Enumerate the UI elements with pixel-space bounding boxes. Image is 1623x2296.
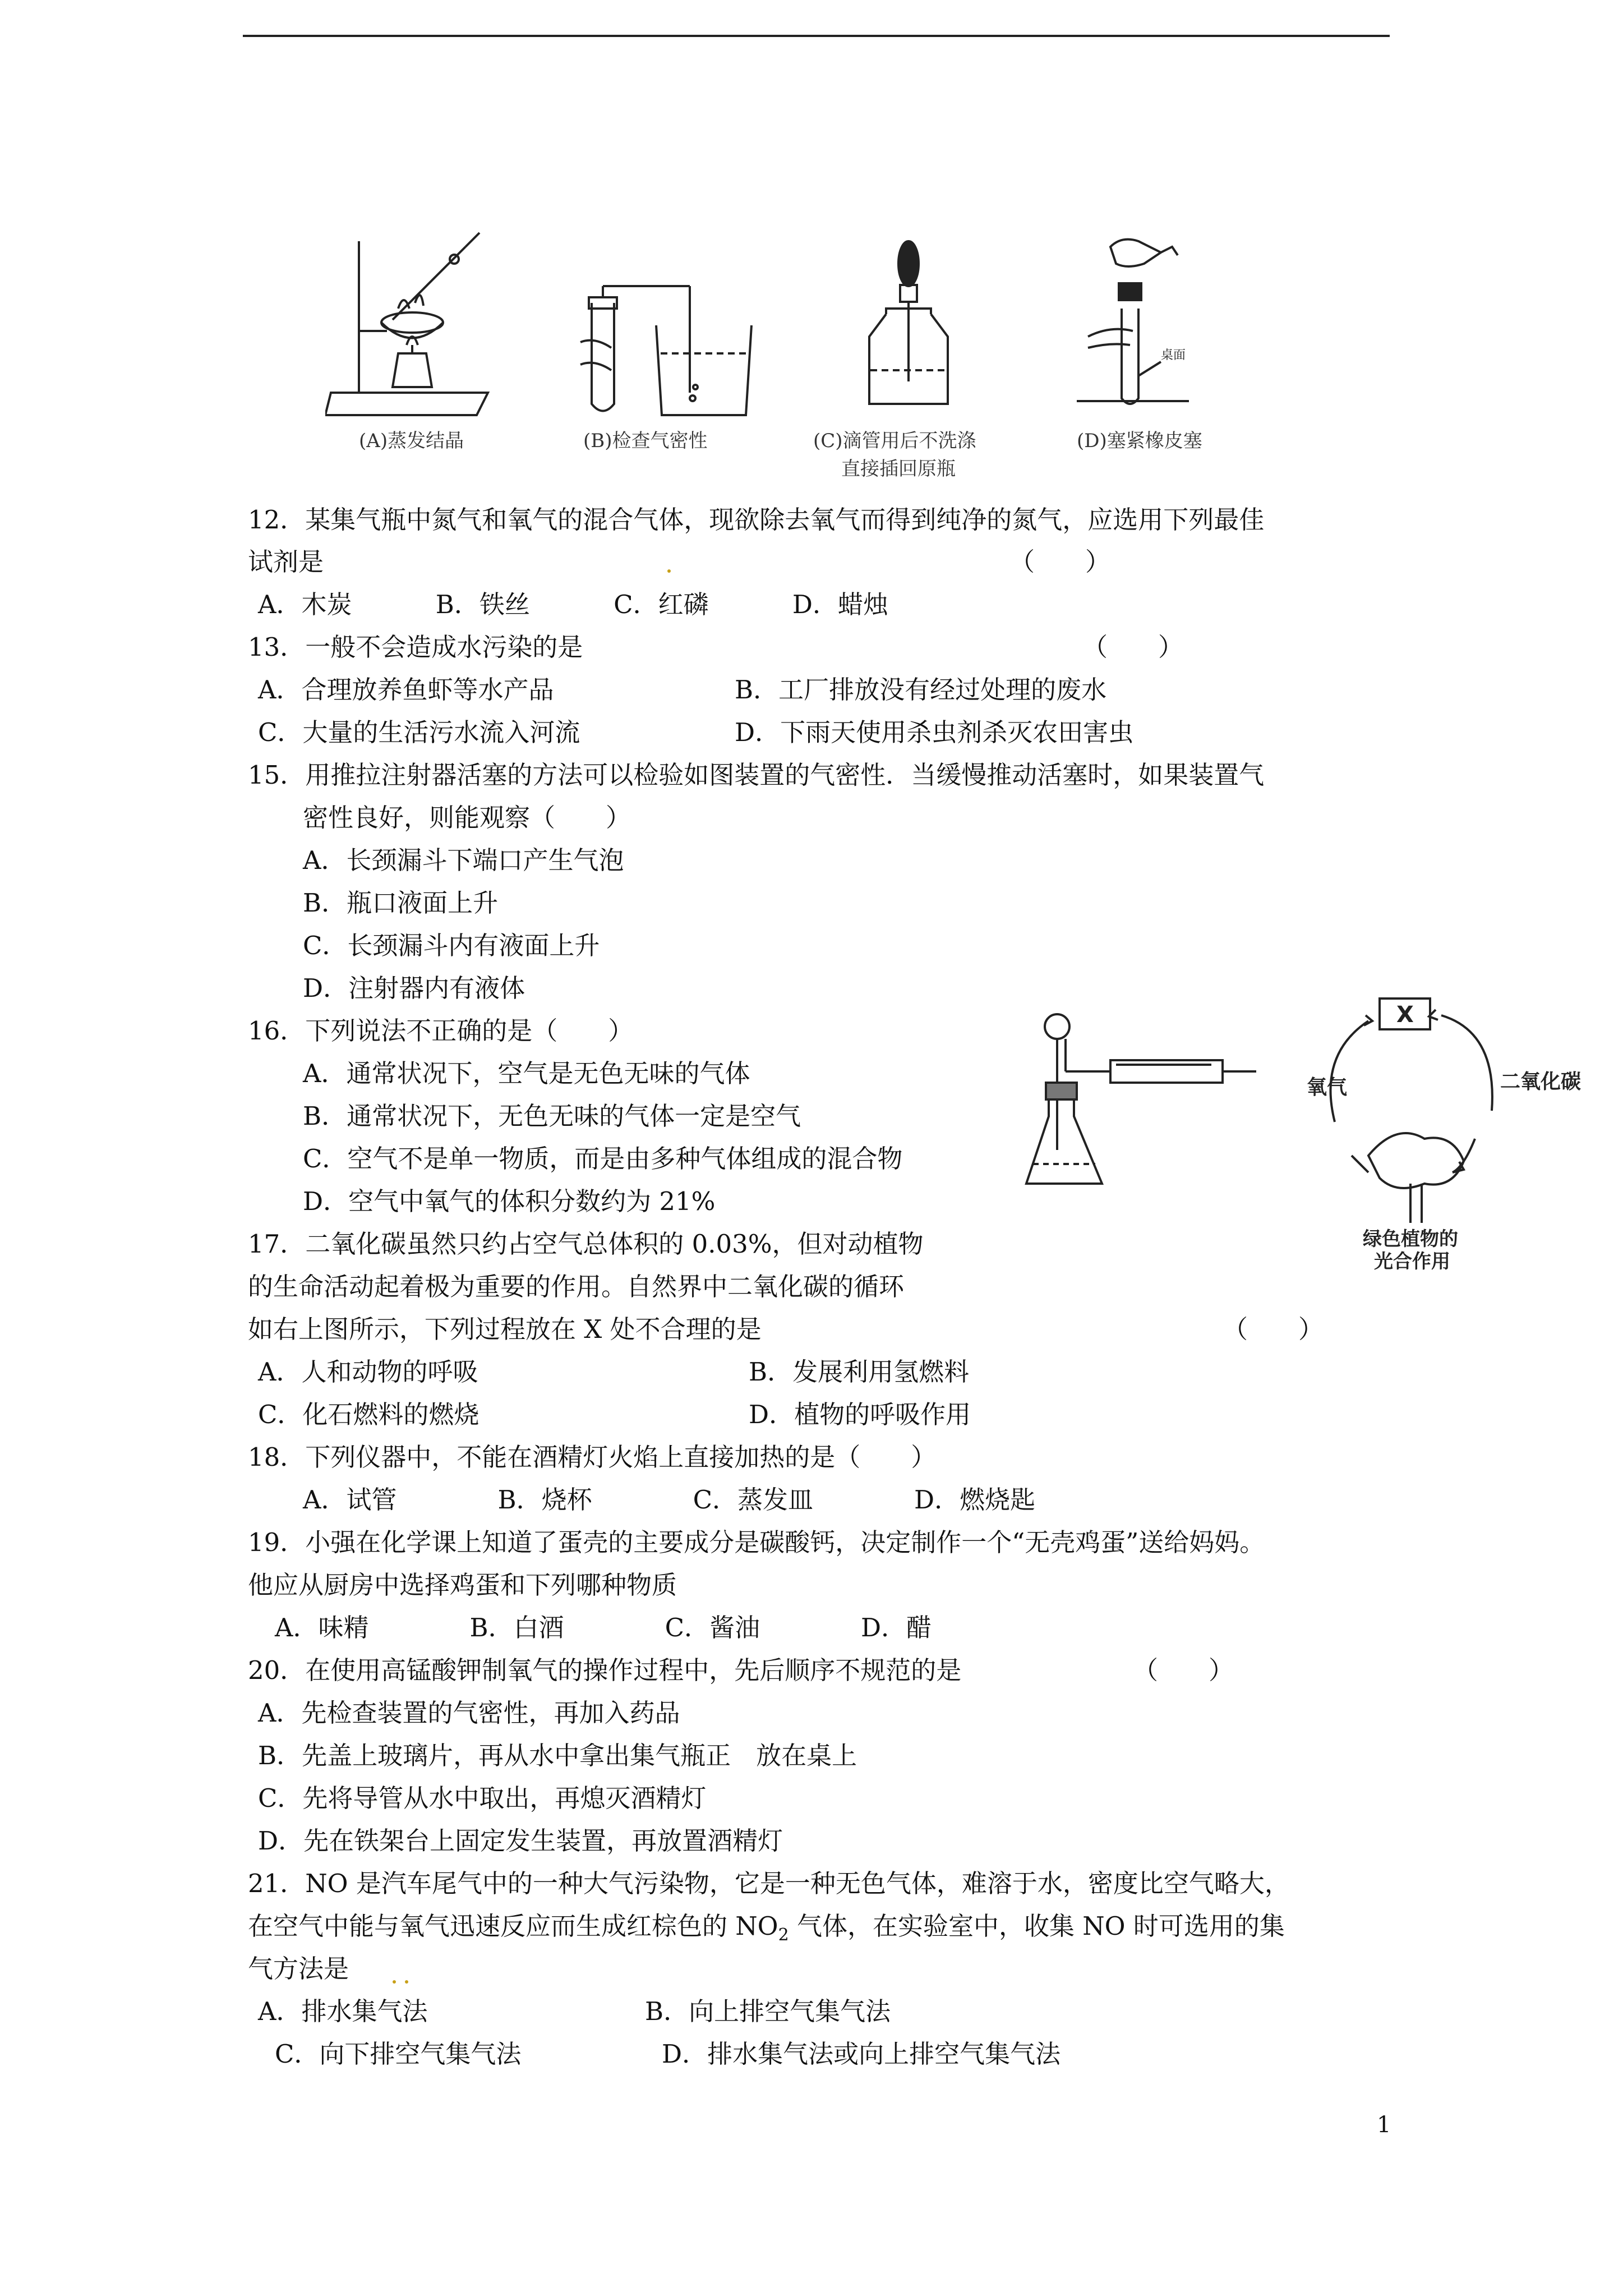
q17-option-a: A．人和动物的呼吸	[258, 1357, 478, 1387]
q17-option-d: D．植物的呼吸作用	[749, 1400, 971, 1429]
q20-option-c: C．先将导管从水中取出，再熄灭酒精灯	[258, 1783, 707, 1813]
q15-stem-line1: 15．用推拉注射器活塞的方法可以检验如图装置的气密性．当缓慢推动活塞时，如果装置气	[248, 760, 1265, 790]
q20-answer-blank: （ ）	[1133, 1655, 1234, 1685]
syringe-flask-figure	[1021, 1004, 1279, 1200]
cycle-oxygen-label: 氧气	[1307, 1076, 1348, 1099]
q12-stem-line2: 试剂是	[248, 547, 324, 577]
desk-label: 桌面	[1161, 348, 1186, 362]
q17-option-b: B．发展利用氢燃料	[749, 1357, 970, 1387]
dropper-bottle-figure	[852, 236, 965, 426]
stray-dot	[393, 1980, 396, 1984]
q20-stem: 20．在使用高锰酸钾制氧气的操作过程中，先后顺序不规范的是	[248, 1655, 962, 1685]
no2-subscript: 2	[778, 1925, 789, 1945]
q21-option-a: A．排水集气法	[258, 1996, 428, 2026]
q15-stem-line2: 密性良好，则能观察（ ）	[303, 803, 631, 832]
cycle-x-box: X	[1396, 1002, 1414, 1028]
q19-stem-line1: 19．小强在化学课上知道了蛋壳的主要成分是碳酸钙，决定制作一个“无壳鸡蛋”送给妈妈。	[248, 1527, 1265, 1557]
q13-option-b: B．工厂排放没有经过处理的废水	[735, 675, 1107, 705]
header-rule	[243, 35, 1390, 37]
q18-stem: 18．下列仪器中，不能在酒精灯火焰上直接加热的是（ ）	[248, 1442, 937, 1472]
q17-option-c: C．化石燃料的燃烧	[258, 1400, 479, 1429]
figure-a-caption: (A)蒸发结晶	[359, 430, 464, 452]
q12-stem-line1: 12．某集气瓶中氮气和氧气的混合气体，现欲除去氧气而得到纯净的氮气，应选用下列最佳	[248, 505, 1265, 535]
cycle-co2-label: 二氧化碳	[1500, 1070, 1581, 1093]
q18-options: A．试管 B．烧杯 C．蒸发皿 D．燃烧匙	[303, 1485, 1036, 1515]
stray-dot	[667, 569, 671, 573]
q21-option-b: B．向上排空气集气法	[645, 1996, 891, 2026]
q13-option-a: A．合理放养鱼虾等水产品	[258, 675, 554, 705]
q20-option-b: B．先盖上玻璃片，再从水中拿出集气瓶正 放在桌上	[258, 1741, 857, 1770]
q17-answer-blank: （ ）	[1223, 1314, 1324, 1344]
q15-option-b: B．瓶口液面上升	[303, 888, 499, 918]
rubber-stopper-figure	[1077, 224, 1223, 415]
q21-stem-line1: 21．NO 是汽车尾气中的一种大气污染物，它是一种无色气体，难溶于水，密度比空气略大，	[248, 1869, 1290, 1898]
q19-stem-line2: 他应从厨房中选择鸡蛋和下列哪种物质	[248, 1570, 677, 1600]
q19-options: A．味精 B．白酒 C．酱油 D．醋	[275, 1613, 932, 1642]
airtightness-check-figure	[578, 280, 780, 426]
q21-stem-line2-part1: 在空气中能与氧气迅速反应而生成红棕色的 NO	[248, 1911, 778, 1941]
q21-stem-line3: 气方法是	[248, 1954, 349, 1984]
q15-option-c: C．长颈漏斗内有液面上升	[303, 931, 600, 960]
q21-option-c: C．向下排空气集气法	[275, 2039, 522, 2069]
q16-option-d: D．空气中氧气的体积分数约为 21%	[303, 1186, 716, 1216]
figure-c-caption: (C)滴管用后不洗涤	[813, 430, 976, 452]
q20-option-a: A．先检查装置的气密性，再加入药品	[258, 1698, 680, 1728]
q16-option-a: A．通常状况下，空气是无色无味的气体	[303, 1059, 750, 1088]
q21-stem-line2-part2: 气体，在实验室中，收集 NO 时可选用的集	[789, 1911, 1285, 1941]
q21-stem-line2	[248, 1910, 1285, 1952]
figure-c-caption-line2: 直接插回原瓶	[841, 458, 956, 480]
figure-d-caption: (D)塞紧橡皮塞	[1077, 430, 1202, 452]
q16-option-b: B．通常状况下，无色无味的气体一定是空气	[303, 1101, 801, 1131]
q12-answer-blank: （ ）	[1009, 547, 1111, 577]
figure-b-caption: (B)检查气密性	[583, 430, 708, 452]
carbon-cycle-figure	[1284, 987, 1598, 1273]
q13-stem: 13．一般不会造成水污染的是	[248, 632, 583, 662]
cycle-caption-line2: 光合作用	[1374, 1250, 1450, 1273]
stray-dot	[405, 1980, 408, 1984]
q17-stem-line1: 17．二氧化碳虽然只约占空气总体积的 0.03%，但对动植物	[248, 1229, 924, 1259]
cycle-caption-line1: 绿色植物的	[1363, 1228, 1458, 1250]
q20-option-d: D．先在铁架台上固定发生装置，再放置酒精灯	[258, 1826, 783, 1856]
q16-stem: 16．下列说法不正确的是（ ）	[248, 1016, 634, 1046]
evaporation-apparatus-figure	[325, 224, 505, 426]
q15-option-d: D．注射器内有液体	[303, 973, 525, 1003]
q13-option-c: C．大量的生活污水流入河流	[258, 717, 580, 747]
q15-option-a: A．长颈漏斗下端口产生气泡	[303, 845, 624, 875]
q16-option-c: C．空气不是单一物质，而是由多种气体组成的混合物	[303, 1144, 903, 1174]
q13-option-d: D．下雨天使用杀虫剂杀灭农田害虫	[735, 717, 1134, 747]
q12-options: A．木炭 B．铁丝 C．红磷 D．蜡烛	[258, 590, 888, 619]
q17-stem-line3: 如右上图所示，下列过程放在 X 处不合理的是	[248, 1314, 762, 1344]
apparatus-figure-row	[314, 213, 1295, 494]
q21-option-d: D．排水集气法或向上排空气集气法	[662, 2039, 1061, 2069]
q17-stem-line2: 的生命活动起着极为重要的作用。自然界中二氧化碳的循环	[248, 1272, 905, 1301]
q13-answer-blank: （ ）	[1082, 632, 1184, 662]
page-number: 1	[1377, 2112, 1391, 2138]
